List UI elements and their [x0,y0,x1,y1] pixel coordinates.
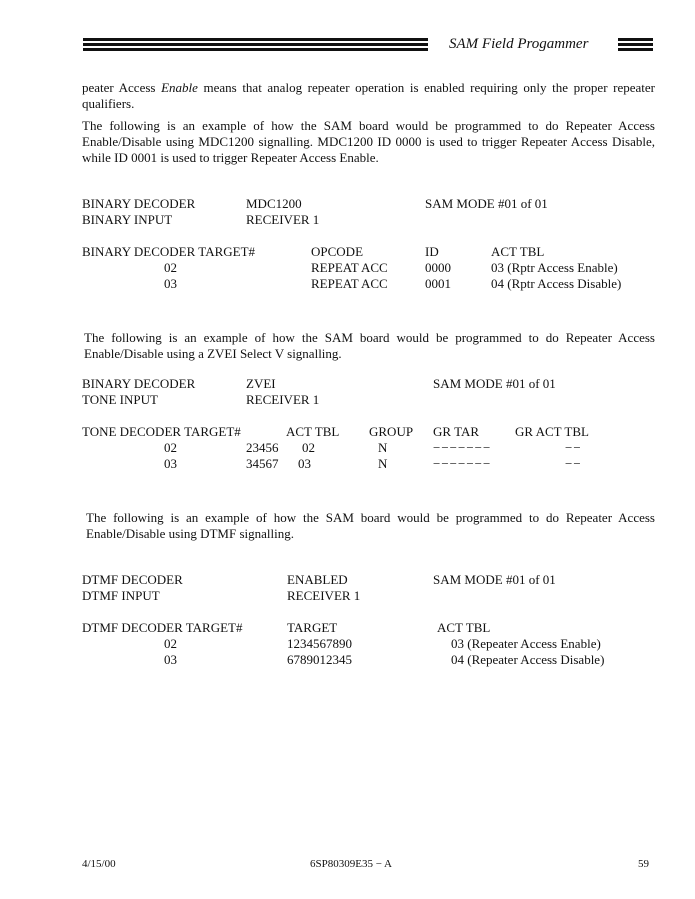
table-row: 02 [164,440,177,455]
table-cell: 1234567890 [287,636,352,651]
dtmf-sam-mode: SAM MODE #01 of 01 [433,572,556,587]
footer-doc-number: 6SP80309E35 − A [310,858,392,870]
mdc-header-id: ID [425,244,439,259]
zvei-sam-mode: SAM MODE #01 of 01 [433,376,556,391]
dtmf-input-value: RECEIVER 1 [287,588,361,603]
table-cell: 04 (Repeater Access Disable) [451,652,605,667]
table-cell: 0001 [425,276,451,291]
table-cell: REPEAT ACC [311,276,388,291]
zvei-input-label: TONE INPUT [82,392,158,407]
mdc-header-target: BINARY DECODER TARGET# [82,244,256,259]
zvei-header-target: TONE DECODER TARGET# [82,424,241,439]
dtmf-header-targetcol: TARGET [287,620,338,635]
footer-date: 4/15/00 [82,858,116,870]
zvei-decoder-value: ZVEI [246,376,276,391]
table-row: 02 [164,260,177,275]
table-row: 02 [164,636,177,651]
dtmf-header-acttbl: ACT TBL [437,620,491,635]
zvei-decoder-label: BINARY DECODER [82,376,196,391]
paragraph-mdc1200: The following is an example of how the SAM board would be programmed to do Repeater Access Enable/Disable using MDC1200 signalling. MDC1200 ID 0000 is used to trigger Repeater Access Disable, while ID 0001 is used to trigger Repeater Access Enable. [82,118,655,165]
table-cell: −−−−−−− [433,456,492,471]
table-cell: N [378,440,388,455]
zvei-header-acttbl: ACT TBL [286,424,340,439]
mdc-input-value: RECEIVER 1 [246,212,320,227]
table-cell: −− [565,456,582,471]
table-cell: −−−−−−− [433,440,492,455]
table-cell: REPEAT ACC [311,260,388,275]
dtmf-input-label: DTMF INPUT [82,588,160,603]
table-cell: 23456 [246,440,279,455]
table-cell: 02 [302,440,315,455]
zvei-header-gracttbl: GR ACT TBL [515,424,589,439]
table-cell: 6789012345 [287,652,352,667]
zvei-header-grtar: GR TAR [433,424,480,439]
table-cell: 03 (Rptr Access Enable) [491,260,618,275]
dtmf-decoder-value: ENABLED [287,572,348,587]
zvei-input-value: RECEIVER 1 [246,392,320,407]
page-title: SAM Field Progammer [449,36,589,52]
mdc-decoder-value: MDC1200 [246,196,302,211]
dtmf-decoder-label: DTMF DECODER [82,572,183,587]
table-cell: 03 (Repeater Access Enable) [451,636,601,651]
mdc-input-label: BINARY INPUT [82,212,173,227]
table-cell: N [378,456,388,471]
table-cell: 34567 [246,456,279,471]
mdc-header-opcode: OPCODE [311,244,364,259]
mdc-header-acttbl: ACT TBL [491,244,545,259]
table-cell: 04 (Rptr Access Disable) [491,276,622,291]
table-row: 03 [164,652,177,667]
table-cell: 03 [298,456,311,471]
table-row: 03 [164,456,177,471]
dtmf-header-target: DTMF DECODER TARGET# [82,620,243,635]
mdc-decoder-label: BINARY DECODER [82,196,196,211]
table-cell: 0000 [425,260,451,275]
table-cell: −− [565,440,582,455]
zvei-header-group: GROUP [369,424,414,439]
paragraph-zvei: The following is an example of how the SAM board would be programmed to do Repeater Access Enable/Disable using a ZVEI Select V signalling. [84,330,655,361]
mdc-sam-mode: SAM MODE #01 of 01 [425,196,548,211]
paragraph-dtmf: The following is an example of how the SAM board would be programmed to do Repeater Access Enable/Disable using DTMF signalling. [86,510,655,541]
footer-page-number: 59 [638,858,649,870]
paragraph-intro: peater Access Enable means that analog repeater operation is enabled requiring only the proper repeater qualifiers. [82,80,655,111]
table-row: 03 [164,276,177,291]
